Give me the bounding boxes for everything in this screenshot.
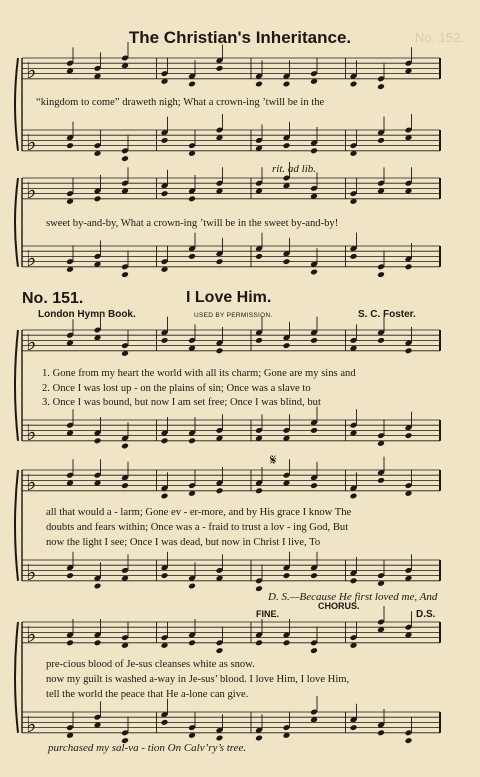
svg-text:♭: ♭ xyxy=(26,712,37,738)
svg-text:♭: ♭ xyxy=(26,246,37,272)
chorus-line: tell the world the peace that He a-lone can give. xyxy=(46,689,249,700)
segno-sign: 𝄋 xyxy=(270,453,277,469)
system-2-treble xyxy=(22,162,440,205)
fine-mark: FINE. xyxy=(256,609,280,619)
svg-text:♭: ♭ xyxy=(26,470,37,496)
hymn-title-christians-inheritance: The Christian's Inheritance. xyxy=(128,28,352,47)
system-2-bass xyxy=(22,233,440,278)
hymn-number: No. 151. xyxy=(22,290,84,307)
system-5-bass xyxy=(22,696,440,744)
system-5-treble xyxy=(22,606,440,654)
hymn-title-i-love-him: I Love Him. xyxy=(186,289,272,306)
system-4-bass xyxy=(22,552,440,592)
chorus-line: now my guilt is washed a-way in Je-sus’ blood. I love Him, I love Him, xyxy=(46,674,350,685)
svg-text:♭: ♭ xyxy=(26,130,37,156)
composer: S. C. Foster. xyxy=(358,309,416,320)
verse-3-line: now the light I see; Once I was dead, but now in Christ I live, To xyxy=(46,537,321,548)
svg-text:♭: ♭ xyxy=(26,58,37,84)
system-3-treble xyxy=(22,314,440,357)
tempo-mark: rit. ad lib. xyxy=(272,163,317,175)
svg-text:♭: ♭ xyxy=(26,420,37,446)
system-1-treble xyxy=(22,42,440,90)
permission-note: USED BY PERMISSION. xyxy=(194,312,273,319)
lyric-line: sweet by-and-by, What a crown-ing ’twill be in the sweet by-and-by! xyxy=(46,218,339,229)
system-1-bass xyxy=(22,114,440,162)
svg-text:♭: ♭ xyxy=(26,622,37,648)
svg-text:♭: ♭ xyxy=(26,330,37,356)
verse-1-line: 1. Gone from my heart the world with all its charm; Gone are my sins and xyxy=(42,368,356,379)
page-number: No. 152. xyxy=(414,30,464,45)
tune-source: London Hymn Book. xyxy=(38,309,136,320)
verse-3-line: 3. Once I was bound, but now I am set free; Once I was blind, but xyxy=(42,397,321,408)
chorus-mark: CHORUS. xyxy=(318,601,360,611)
verse-2-line: 2. Once I was lost up - on the plains of sin; Once was a slave to xyxy=(42,383,311,394)
verse-1-line: all that would a - larm; Gone ev - er-more, and by His grace I know The xyxy=(46,507,352,518)
svg-text:♭: ♭ xyxy=(26,560,37,586)
ds-mark: D.S. xyxy=(416,609,436,620)
lyric-line: “kingdom to come” draweth nigh; What a crown-ing ’twill be in the xyxy=(36,97,325,108)
system-3-bass xyxy=(22,407,440,450)
ds-lyric-line: D. S.—Because He first loved me, And xyxy=(268,591,438,603)
svg-text:♭: ♭ xyxy=(26,178,37,204)
chorus-line: pre-cious blood of Je-sus cleanses white as snow. xyxy=(46,659,255,670)
system-4-treble xyxy=(22,457,440,500)
verse-2-line: doubts and fears within; Once was a - fraid to trust a lov - ing God, But xyxy=(46,522,349,533)
bottom-lyric-line: purchased my sal-va - tion On Calv’ry’s tree. xyxy=(48,742,247,754)
